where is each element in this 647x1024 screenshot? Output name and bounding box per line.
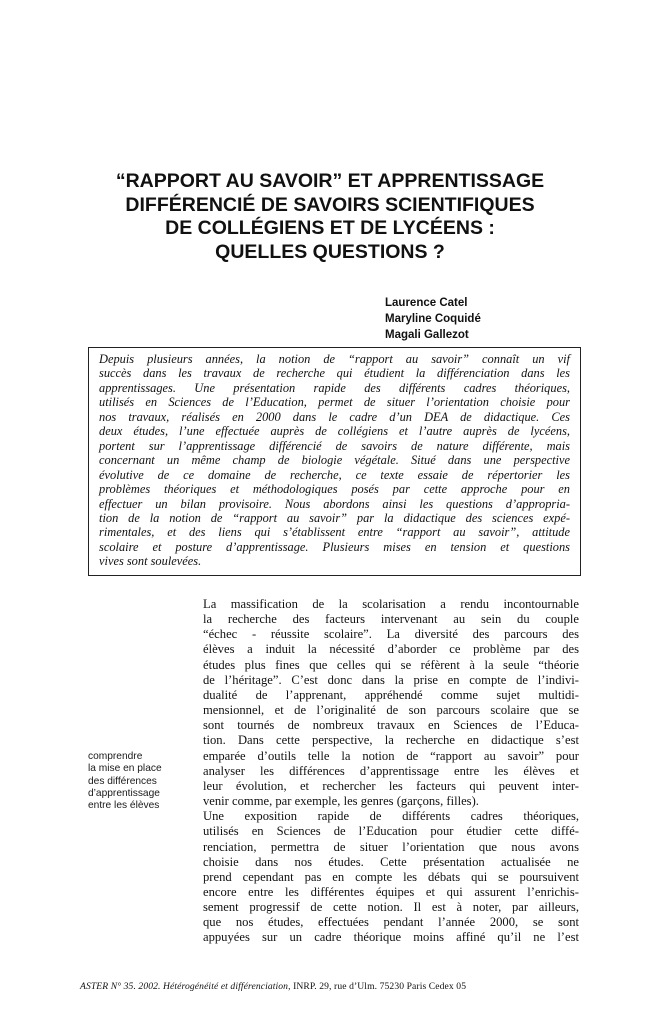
title-line-2: DIFFÉRENCIÉ DE SAVOIRS SCIENTIFIQUES bbox=[125, 193, 535, 216]
body-line: choisie dans nos études. Cette présentation actualisée ne bbox=[203, 854, 579, 869]
abstract-line: apprentissages. Une présentation rapide des différents cadres théoriques, bbox=[99, 380, 570, 395]
body-line: sement progressif de cette notion. Il est à noter, par ailleurs, bbox=[203, 900, 579, 915]
margin-note-line: des différences bbox=[88, 775, 157, 787]
abstract-box bbox=[88, 347, 581, 576]
margin-note-line: la mise en place bbox=[88, 763, 162, 775]
abstract-line: vives sont soulevées. bbox=[99, 554, 202, 569]
author-3: Magali Gallezot bbox=[385, 329, 469, 341]
author-list bbox=[385, 295, 481, 343]
body-line: que nos études, effectuées pendant l’année 2000, se sont bbox=[203, 915, 579, 930]
abstract-line: évolutive de ce domaine de recherche, ce texte essaie de répertorier les bbox=[99, 467, 570, 482]
body-line: encore entre les différentes équipes et qui assurent l’enrichis- bbox=[203, 884, 579, 899]
abstract-line: rimentales, et des liens qui s’établissent entre “rapport au savoir”, attitude bbox=[99, 525, 570, 540]
margin-note bbox=[88, 751, 188, 812]
abstract-line: nos travaux, réalisés en 2000 dans le cadre d’un DEA de didactique. Ces bbox=[99, 409, 570, 424]
footer-publisher: INRP. 29, rue d’Ulm. 75230 Paris Cedex 05 bbox=[293, 981, 467, 992]
body-line: dualité de l’apprenant, appréhendé comme sujet multidi- bbox=[203, 687, 579, 702]
body-line: tion. Dans cette perspective, la recherche en didactique s’est bbox=[203, 733, 579, 748]
margin-note-line: d’apprentissage bbox=[88, 787, 160, 799]
abstract-line: Depuis plusieurs années, la notion de “rapport au savoir” connaît un vif bbox=[99, 352, 570, 366]
abstract-line: effectuer un bilan provisoire. Nous abordons ainsi les questions d’appropria- bbox=[99, 496, 570, 511]
body-line: analyser les différences d’apprentissage entre les élèves et bbox=[203, 763, 579, 778]
abstract-line: scolaire et posture d’apprentissage. Plusieurs mises en tension et questions bbox=[99, 539, 570, 554]
margin-note-line: comprendre bbox=[88, 751, 143, 762]
body-line: études plus fines que celles qui se réfèrent à la seule “théorie bbox=[203, 657, 579, 672]
body-line: de l’héritage”. C’est donc dans la prise en compte de l’indivi- bbox=[203, 672, 579, 687]
body-line: élèves a induit la nécessité d’aborder ce problème par des bbox=[203, 642, 579, 657]
body-line: Une exposition rapide de différents cadres théoriques, bbox=[203, 809, 579, 824]
body-line: renciation, permettra de situer l’orientation que nous avons bbox=[203, 839, 579, 854]
body-line: sont tournés de nombreux travaux en Sciences de l’Educa- bbox=[203, 718, 579, 733]
title-line-3: DE COLLÉGIENS ET DE LYCÉENS : bbox=[165, 217, 495, 239]
body-line: appuyées sur un cadre théorique moins affiné qu’il ne l’est bbox=[203, 930, 579, 945]
abstract-line: problèmes théoriques et méthodologiques posés par cette approche pour en bbox=[99, 482, 570, 497]
author-2: Maryline Coquidé bbox=[385, 313, 481, 325]
body-line: prend cependant pas en compte les débats qui se poursuivent bbox=[203, 869, 579, 884]
abstract-line: succès dans les travaux de recherche qui étudient la différenciation dans les bbox=[99, 366, 570, 381]
body-line: La massification de la scolarisation a rendu incontournable bbox=[203, 597, 579, 611]
abstract-line: deux études, l’une effectuée auprès de collégiens et l’autre auprès de lycéens, bbox=[99, 424, 570, 439]
abstract-line: tion de la notion de “rapport au savoir” par la didactique des sciences expé- bbox=[99, 510, 570, 525]
abstract-line: utilisés en Sciences de l’Education, permet de situer l’orientation choisie pour bbox=[99, 395, 570, 410]
body-line: “échec - réussite scolaire”. La diversité des parcours des bbox=[203, 627, 579, 642]
title-line-4: QUELLES QUESTIONS ? bbox=[215, 240, 445, 263]
body-line: la recherche des facteurs intervenant au sein du couple bbox=[203, 612, 579, 627]
body-text bbox=[203, 597, 579, 946]
body-line: utilisés en Sciences de l’Education pour étudier cette diffé- bbox=[203, 824, 579, 839]
page-footer bbox=[80, 981, 580, 993]
body-line: emparée d’outils telle la notion de “rapport au savoir” pour bbox=[203, 748, 579, 763]
title-line-1: “RAPPORT AU SAVOIR” ET APPRENTISSAGE bbox=[115, 170, 545, 192]
body-line: mensionnel, et de l’originalité de son parcours scolaire que se bbox=[203, 703, 579, 718]
article-title bbox=[95, 170, 565, 264]
abstract-line: portent sur l’apprentissage différencié de savoirs de nature différente, mais bbox=[99, 438, 570, 453]
footer-journal: ASTER N° 35. 2002. bbox=[80, 981, 161, 992]
body-line: leur évolution, et rechercher les facteurs qui peuvent inter- bbox=[203, 778, 579, 793]
footer-issue-title: Hétérogénéité et différenciation, bbox=[163, 981, 291, 992]
body-line: venir comme, par exemple, les genres (garçons, filles). bbox=[203, 794, 479, 809]
author-1: Laurence Catel bbox=[385, 297, 468, 309]
abstract-line: concernant un même champ de biologie végétale. Situé dans une perspective bbox=[99, 453, 570, 468]
margin-note-line: entre les élèves bbox=[88, 800, 160, 812]
